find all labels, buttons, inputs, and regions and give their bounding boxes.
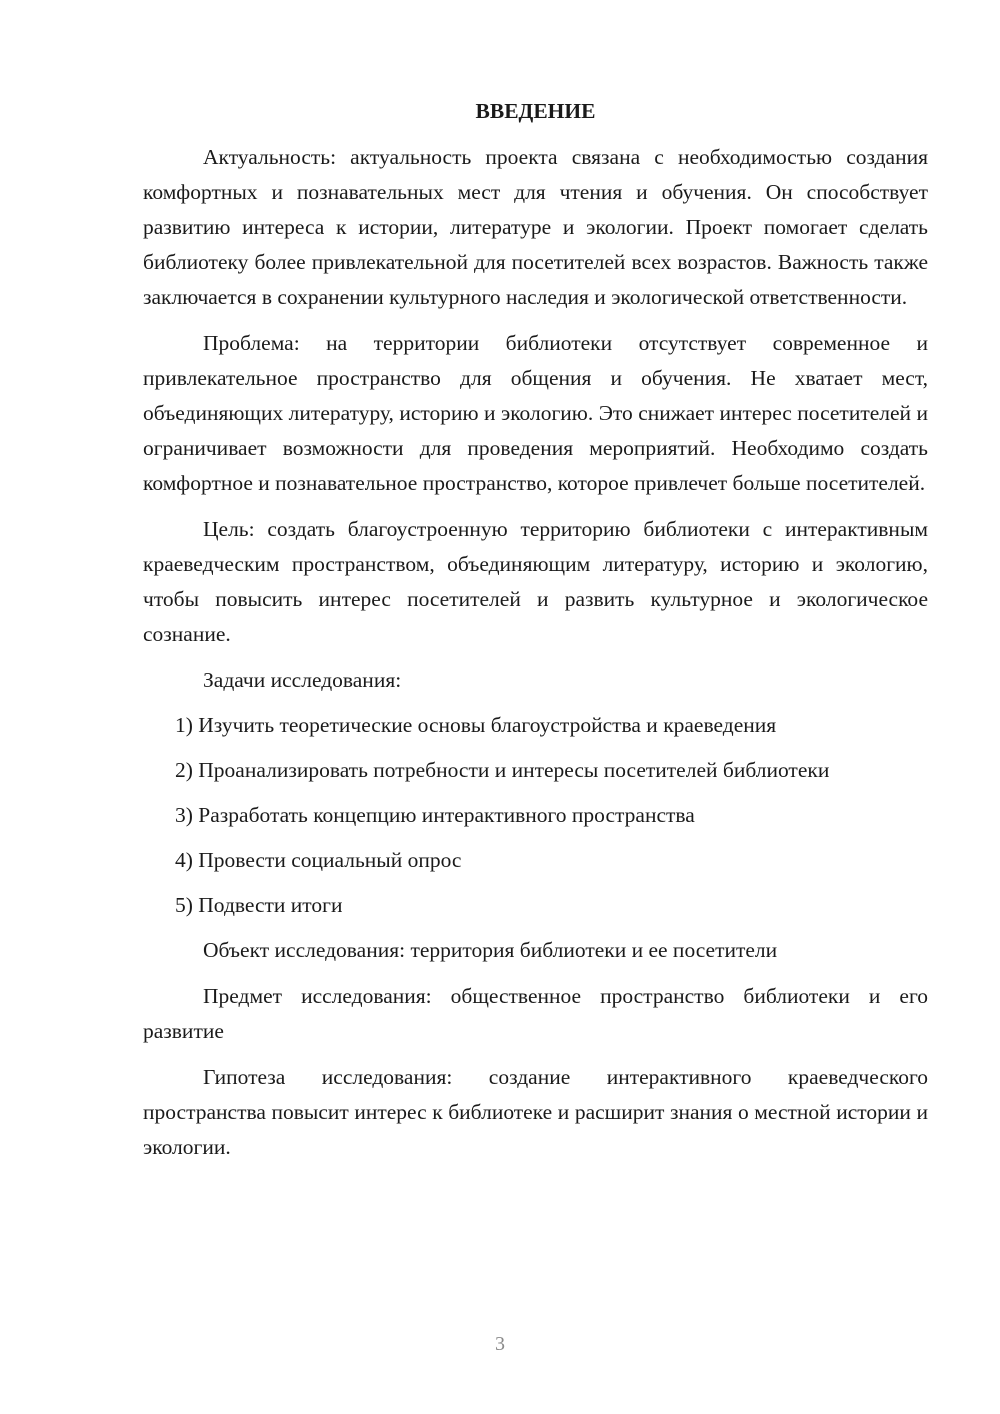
section-heading: ВВЕДЕНИЕ [475,99,596,123]
task-item: 3) Разработать концепцию интерактивного пространства [175,803,695,827]
page-number: 3 [495,1333,505,1355]
paragraph-problem: Проблема: на территории библиотеки отсутствует современное и привлекательное пространство для общения и обучения. Не хватает мест, объединяющих литературу, историю и экологию. Это снижает интерес посетителей и ограничивает возможности для проведения мероприятий. Необходимо создать комфортное и познавательное пространство, которое привлечет больше посетителей. [143,331,928,495]
tasks-title: Задачи исследования: [203,668,402,692]
paragraph-subject: Предмет исследования: общественное пространство библиотеки и его развитие [143,984,928,1043]
paragraph-goal: Цель: создать благоустроенную территорию библиотеки с интерактивным краеведческим пространством, объединяющим литературу, историю и экологию, чтобы повысить интерес посетителей и развить культурное и экологическое сознание. [143,517,928,646]
task-item: 1) Изучить теоретические основы благоустройства и краеведения [175,713,777,737]
task-item: 2) Проанализировать потребности и интересы посетителей библиотеки [175,758,830,782]
paragraph-object: Объект исследования: территория библиотеки и ее посетители [203,938,778,962]
paragraph-relevance: Актуальность: актуальность проекта связана с необходимостью создания комфортных и познавательных мест для чтения и обучения. Он способствует развитию интереса к истории, литературе и экологии. Проект помогает сделать библиотеку более привлекательной для посетителей всех возрастов. Важность также заключается в сохранении культурного наследия и экологической ответственности. [143,145,928,309]
task-item: 4) Провести социальный опрос [175,848,462,872]
document-page [143,94,928,1176]
paragraph-hypothesis: Гипотеза исследования: создание интерактивного краеведческого пространства повысит интерес к библиотеке и расширит знания о местной истории и экологии. [143,1065,928,1159]
task-item: 5) Подвести итоги [175,893,343,917]
